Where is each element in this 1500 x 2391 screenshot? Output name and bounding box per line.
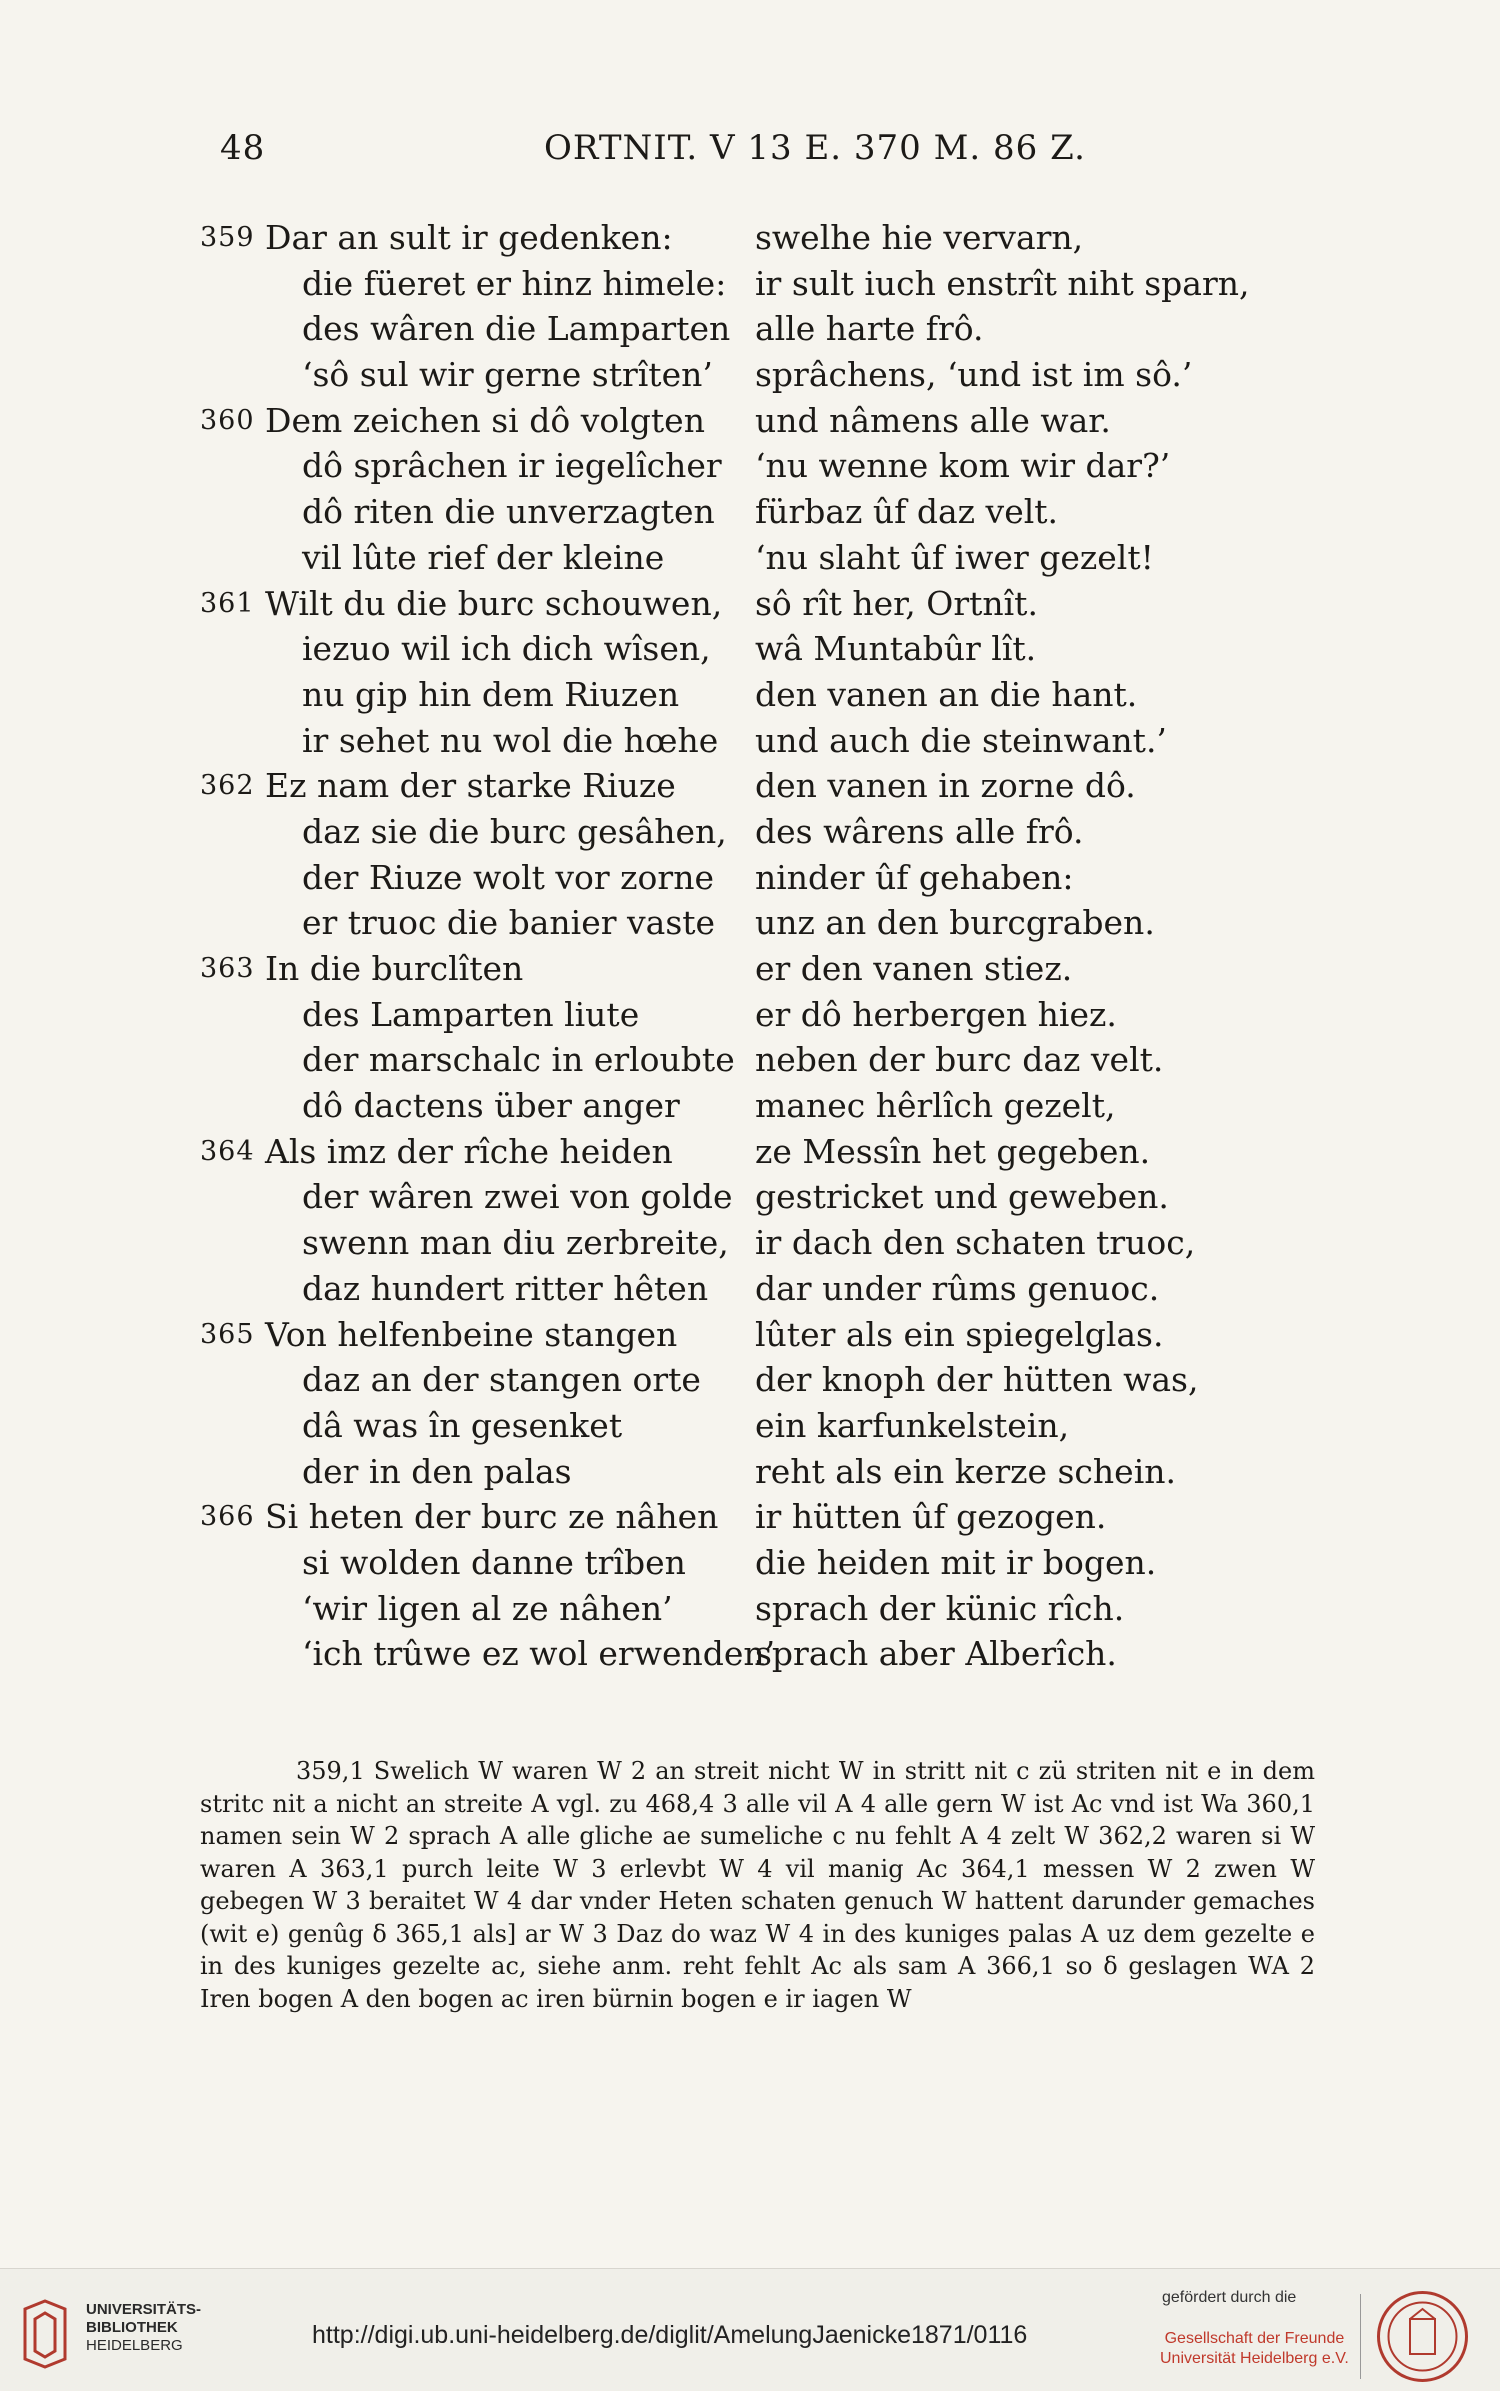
second-half-verse: reht als ein kerze schein. <box>755 1451 1176 1491</box>
sponsor-heading: gefördert durch die <box>1162 2289 1297 2306</box>
second-half-verse: ‘nu slaht ûf iwer gezelt! <box>755 537 1154 577</box>
first-half-verse: Wilt du die burc schouwen, <box>265 583 723 623</box>
first-half-verse: si wolden danne trîben <box>302 1542 686 1582</box>
university-seal-icon <box>1375 2289 1470 2384</box>
verse-line <box>200 626 1320 672</box>
second-half-verse: ir dach den schaten truoc, <box>755 1223 1196 1263</box>
first-half-verse: vil lûte rief der kleine <box>302 537 665 577</box>
first-half-verse: Von helfenbeine stangen <box>265 1314 678 1354</box>
critical-apparatus <box>200 1755 1315 2015</box>
first-half-verse: der Riuze wolt vor zorne <box>302 857 714 897</box>
second-half-verse: unz an den burcgraben. <box>755 903 1155 943</box>
first-half-verse: daz an der stangen orte <box>302 1360 701 1400</box>
verse-line <box>200 398 1320 444</box>
divider <box>1360 2294 1361 2379</box>
verse-text <box>200 215 1320 1677</box>
first-half-verse: Als imz der rîche heiden <box>265 1131 673 1171</box>
verse-line <box>200 718 1320 764</box>
first-half-verse: Dem zeichen si dô volgten <box>265 400 705 440</box>
first-half-verse: dô dactens über anger <box>302 1086 680 1126</box>
second-half-verse: fürbaz ûf daz velt. <box>755 492 1059 532</box>
second-half-verse: sô rît her, Ortnît. <box>755 583 1038 623</box>
verse-line <box>200 1037 1320 1083</box>
stanza-number: 364 <box>200 1135 255 1167</box>
verse-line <box>200 672 1320 718</box>
second-half-verse: sprâchens, ‘und ist im sô.’ <box>755 355 1193 395</box>
verse-line <box>200 1174 1320 1220</box>
stanza-number: 366 <box>200 1501 255 1533</box>
stanza-number: 359 <box>200 222 255 253</box>
first-half-verse: dâ was în gesenket <box>302 1405 623 1445</box>
second-half-verse: sprach aber Alberîch. <box>755 1634 1117 1674</box>
first-half-verse: dô riten die unverzagten <box>302 492 715 532</box>
first-half-verse: Dar an sult ir gedenken: <box>265 218 673 257</box>
first-half-verse: dô sprâchen ir iegelîcher <box>302 446 722 486</box>
verse-line <box>200 809 1320 855</box>
first-half-verse: In die burclîten <box>265 949 524 988</box>
second-half-verse: ‘nu wenne kom wir dar?’ <box>755 446 1171 486</box>
stanza-number: 363 <box>200 953 255 984</box>
page-header <box>220 128 1270 178</box>
apparatus-text: 359,1 Swelich W waren W 2 an streit nicht W in stritt nit c zü striten nit e in dem stritc nit a nicht an streite A vgl. zu 468,4 3 alle vil A 4 alle gern W ist Ac vnd ist Wa 360,1 namen sein W 2 sprach A alle gliche ae sumeliche c nu fehlt A 4 zelt W 362,2 waren si W waren A 363,1 purch leite W 3 erlevbt W 4 vil manig Ac 364,1 messen W 2 zwen W gebegen W 3 beraitet W 4 dar vnder Heten schaten genuch W hattent darunder gemaches (wit e) genûg δ 365,1 als] ar W 3 Daz do waz W 4 in des kuniges palas A uz dem gezelte e in des kuniges gezelte ac, siehe anm. reht fehlt Ac als sam A 366,1 so δ geslagen WA 2 Iren bogen A den bogen ac iren bürnin bogen e ir iagen W <box>200 1757 1315 2013</box>
verse-line <box>200 1312 1320 1358</box>
verse-line <box>200 1266 1320 1312</box>
running-title: ORTNIT. V 13 E. 370 M. 86 Z. <box>544 128 1086 168</box>
verse-line <box>200 489 1320 535</box>
second-half-verse: lûter als ein spiegelglas. <box>755 1314 1164 1354</box>
second-half-verse: manec hêrlîch gezelt, <box>755 1086 1116 1126</box>
verse-line <box>200 581 1320 627</box>
verse-line <box>200 1357 1320 1403</box>
first-half-verse: nu gip hin dem Riuzen <box>302 674 680 714</box>
second-half-verse: den vanen an die hant. <box>755 674 1138 714</box>
second-half-verse: er dô herbergen hiez. <box>755 994 1117 1034</box>
footer-bar <box>0 2268 1500 2391</box>
second-half-verse: ninder ûf gehaben: <box>755 857 1074 897</box>
second-half-verse: ir sult iuch enstrît niht sparn, <box>755 263 1250 303</box>
first-half-verse: iezuo wil ich dich wîsen, <box>302 629 711 669</box>
first-half-verse: der wâren zwei von golde <box>302 1177 733 1217</box>
sponsor-name: Gesellschaft der Freunde Universität Heidelberg e.V. <box>1160 2330 1349 2367</box>
verse-line <box>200 1540 1320 1586</box>
verse-line <box>200 306 1320 352</box>
first-half-verse: ir sehet nu wol die hœhe <box>302 720 719 760</box>
first-half-verse: der in den palas <box>302 1451 572 1491</box>
verse-line <box>200 261 1320 307</box>
first-half-verse: ‘ich trûwe ez wol erwenden’ <box>302 1634 776 1674</box>
first-half-verse: ‘sô sul wir gerne strîten’ <box>302 355 713 395</box>
second-half-verse: des wârens alle frô. <box>755 811 1084 851</box>
first-half-verse: des wâren die Lamparten <box>302 309 731 349</box>
first-half-verse: daz hundert ritter hêten <box>302 1268 709 1308</box>
second-half-verse: wâ Muntabûr lît. <box>755 629 1037 669</box>
verse-line <box>200 946 1320 992</box>
second-half-verse: und auch die steinwant.’ <box>755 720 1167 760</box>
second-half-verse: ir hütten ûf gezogen. <box>755 1497 1107 1537</box>
second-half-verse: den vanen in zorne dô. <box>755 766 1136 806</box>
verse-line <box>200 1631 1320 1677</box>
first-half-verse: Si heten der burc ze nâhen <box>265 1497 719 1537</box>
first-half-verse: Ez nam der starke Riuze <box>265 766 676 806</box>
verse-line <box>200 1449 1320 1495</box>
second-half-verse: swelhe hie vervarn, <box>755 218 1084 257</box>
verse-line <box>200 352 1320 398</box>
first-half-verse: daz sie die burc gesâhen, <box>302 811 727 851</box>
second-half-verse: sprach der künic rîch. <box>755 1588 1125 1628</box>
verse-line <box>200 1403 1320 1449</box>
second-half-verse: neben der burc daz velt. <box>755 1040 1164 1080</box>
verse-line <box>200 443 1320 489</box>
second-half-verse: der knoph der hütten was, <box>755 1360 1199 1400</box>
second-half-verse: ein karfunkelstein, <box>755 1405 1070 1445</box>
verse-line <box>200 1083 1320 1129</box>
verse-line <box>200 1129 1320 1175</box>
verse-line <box>200 1220 1320 1266</box>
stanza-number: 361 <box>200 587 255 619</box>
first-half-verse: ‘wir ligen al ze nâhen’ <box>302 1588 673 1628</box>
permalink[interactable]: http://digi.ub.uni-heidelberg.de/diglit/AmelungJaenicke1871/0116 <box>312 2321 1028 2349</box>
first-half-verse: die füeret er hinz himele: <box>302 263 727 303</box>
library-logo-icon <box>15 2299 75 2369</box>
verse-line <box>200 992 1320 1038</box>
second-half-verse: die heiden mit ir bogen. <box>755 1542 1157 1582</box>
second-half-verse: und nâmens alle war. <box>755 400 1111 440</box>
stanza-number: 362 <box>200 770 255 802</box>
verse-line <box>200 1494 1320 1540</box>
verse-line <box>200 763 1320 809</box>
first-half-verse: er truoc die banier vaste <box>302 903 716 943</box>
second-half-verse: er den vanen stiez. <box>755 949 1073 988</box>
second-half-verse: gestricket und geweben. <box>755 1177 1169 1217</box>
second-half-verse: alle harte frô. <box>755 309 984 349</box>
library-name: UNIVERSITÄTS- BIBLIOTHEK HEIDELBERG <box>86 2301 202 2354</box>
verse-line <box>200 1586 1320 1632</box>
verse-line <box>200 215 1320 261</box>
stanza-number: 365 <box>200 1318 255 1350</box>
first-half-verse: des Lamparten liute <box>302 994 640 1034</box>
verse-line <box>200 900 1320 946</box>
first-half-verse: der marschalc in erloubte <box>302 1040 735 1080</box>
verse-line <box>200 535 1320 581</box>
first-half-verse: swenn man diu zerbreite, <box>302 1223 729 1263</box>
second-half-verse: ze Messîn het gegeben. <box>755 1131 1151 1171</box>
verse-line <box>200 855 1320 901</box>
second-half-verse: dar under rûms genuoc. <box>755 1268 1160 1308</box>
stanza-number: 360 <box>200 404 255 436</box>
page-number: 48 <box>220 128 266 168</box>
